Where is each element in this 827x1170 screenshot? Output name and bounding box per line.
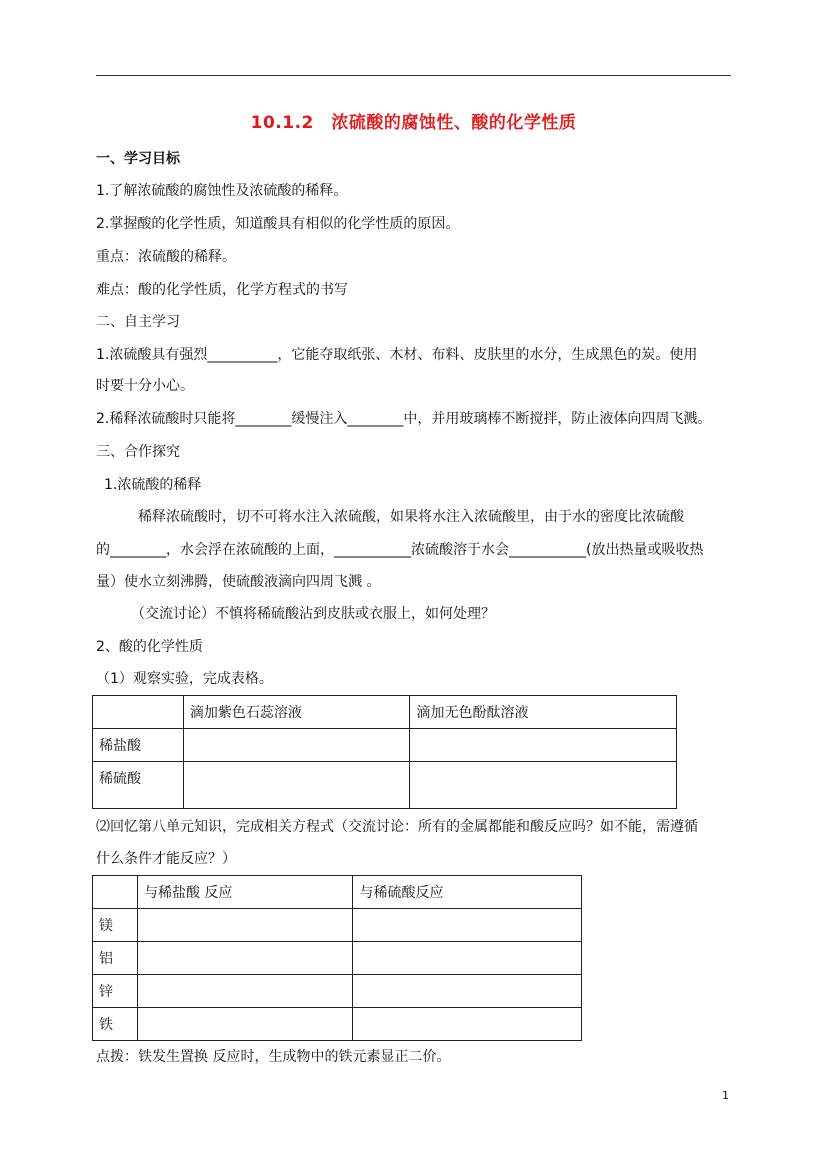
subsection-dilution: 1.浓硫酸的稀释	[104, 477, 202, 493]
section-heading-cooperative: 三、合作探究	[96, 444, 180, 460]
row-label: 铁	[93, 1008, 138, 1041]
table-row	[93, 762, 677, 809]
answer-cell[interactable]	[353, 1008, 582, 1041]
subsection-acid-properties: 2、酸的化学性质	[96, 639, 203, 655]
table-row	[93, 909, 582, 942]
answer-cell[interactable]	[183, 729, 410, 762]
paragraph-line-2: 的________，水会浮在浓硫酸的上面，___________浓硫酸溶于水会___________(放出热量或吸收热	[96, 542, 704, 558]
question-1-line-1: 1.浓硫酸具有强烈__________，它能夺取纸张、木材、布料、皮肤里的水分，生成黑色的炭。使用	[96, 347, 698, 363]
answer-cell[interactable]	[353, 909, 582, 942]
paragraph-line-3: 量）使水立刻沸腾，使硫酸液滴向四周飞溅 。	[96, 574, 381, 590]
table-row	[93, 876, 582, 909]
recall-line-1: ⑵回忆第八单元知识，完成相关方程式（交流讨论：所有的金属都能和酸反应吗？如不能，需遵循	[96, 819, 698, 835]
table-header: 与稀硫酸反应	[353, 876, 582, 909]
answer-cell[interactable]	[137, 1008, 353, 1041]
question-2: 2.稀释浓硫酸时只能将________缓慢注入________中，并用玻璃棒不断搅拌，防止液体向四周飞溅。	[96, 411, 712, 427]
answer-cell[interactable]	[410, 762, 677, 809]
document-title: 10.1.2 浓硫酸的腐蚀性、酸的化学性质	[250, 113, 577, 133]
discussion-question: （交流讨论）不慎将稀硫酸沾到皮肤或衣服上，如何处理？	[131, 606, 495, 622]
table-header: 滴加无色酚酞溶液	[410, 696, 677, 729]
section-heading-self-study: 二、自主学习	[96, 314, 180, 330]
question-1-line-2: 时要十分小心。	[96, 378, 194, 394]
recall-line-2: 什么条件才能反应？）	[96, 851, 236, 867]
answer-cell[interactable]	[183, 762, 410, 809]
table-row	[93, 942, 582, 975]
answer-cell[interactable]	[137, 942, 353, 975]
header-rule	[96, 75, 731, 76]
paragraph-line-1: 稀释浓硫酸时，切不可将水注入浓硫酸，如果将水注入浓硫酸里，由于水的密度比浓硫酸	[138, 509, 684, 525]
section-heading-goals: 一、学习目标	[96, 151, 180, 167]
experiment-intro: （1）观察实验，完成表格。	[96, 671, 273, 687]
metal-reaction-table	[92, 875, 582, 1041]
table-row	[93, 975, 582, 1008]
table-cell	[93, 876, 138, 909]
goal-2: 2.掌握酸的化学性质，知道酸具有相似的化学性质的原因。	[96, 216, 460, 232]
key-point: 重点：浓硫酸的稀释。	[96, 249, 236, 265]
answer-cell[interactable]	[353, 942, 582, 975]
goal-1: 1.了解浓硫酸的腐蚀性及浓硫酸的稀释。	[96, 183, 348, 199]
answer-cell[interactable]	[137, 975, 353, 1008]
table-row	[93, 1008, 582, 1041]
tip-note: 点拨：铁发生置换 反应时，生成物中的铁元素显正二价。	[96, 1049, 451, 1065]
table-header: 与稀盐酸 反应	[137, 876, 353, 909]
row-label: 铝	[93, 942, 138, 975]
answer-cell[interactable]	[410, 729, 677, 762]
row-label: 稀硫酸	[93, 762, 184, 809]
indicator-table	[92, 695, 677, 809]
answer-cell[interactable]	[353, 975, 582, 1008]
table-header: 滴加紫色石蕊溶液	[183, 696, 410, 729]
row-label: 稀盐酸	[93, 729, 184, 762]
table-row	[93, 729, 677, 762]
row-label: 锌	[93, 975, 138, 1008]
table-row	[93, 696, 677, 729]
answer-cell[interactable]	[137, 909, 353, 942]
difficulty: 难点：酸的化学性质，化学方程式的书写	[96, 282, 348, 298]
page-number: 1	[722, 1089, 729, 1102]
table-cell	[93, 696, 184, 729]
row-label: 镁	[93, 909, 138, 942]
